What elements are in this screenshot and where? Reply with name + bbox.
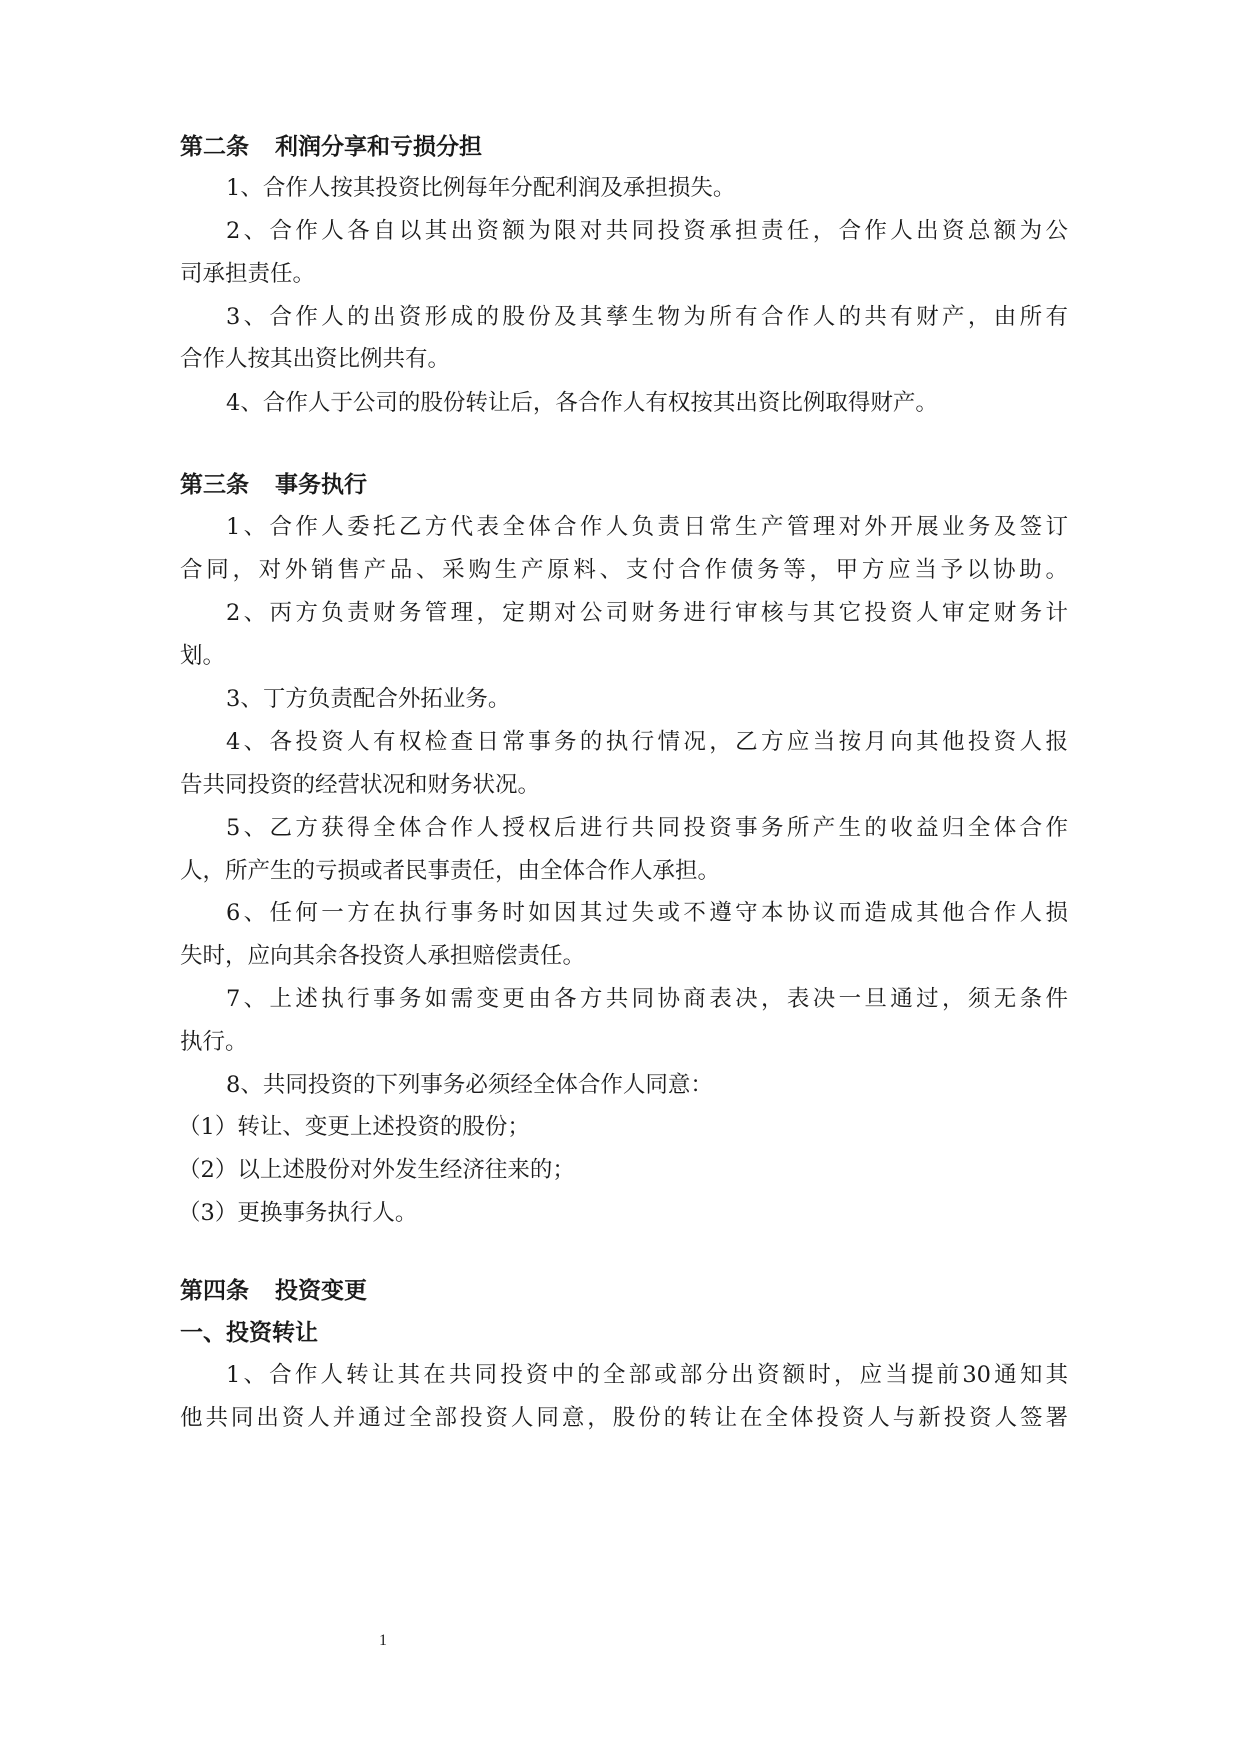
paragraph-line: 1、合作人按其投资比例每年分配利润及承担损失。 — [226, 175, 736, 201]
paragraph-line: 告共同投资的经营状况和财务状况。 — [180, 772, 541, 798]
article-4-title: 投资变更 — [275, 1278, 367, 1304]
article-3-title: 事务执行 — [275, 472, 367, 498]
article-3-heading — [180, 470, 367, 500]
paragraph-line: 执行。 — [180, 1029, 248, 1055]
paragraph-line: 3、合作人的出资形成的股份及其孳生物为所有合作人的共有财产，由所有 — [226, 304, 1068, 330]
paragraph-line: 5、乙方获得全体合作人授权后进行共同投资事务所产生的收益归全体合作 — [226, 815, 1068, 841]
paragraph-line: 2、合作人各自以其出资额为限对共同投资承担责任，合作人出资总额为公 — [226, 218, 1068, 244]
paragraph-line: 司承担责任。 — [180, 261, 316, 287]
article-3-number: 第三条 — [180, 472, 249, 498]
paragraph-line: 4、各投资人有权检查日常事务的执行情况，乙方应当按月向其他投资人报 — [226, 729, 1068, 755]
article-4-subheading: 一、投资转让 — [180, 1320, 318, 1346]
list-item: （1）转让、变更上述投资的股份； — [178, 1114, 530, 1140]
paragraph-line: 人，所产生的亏损或者民事责任，由全体合作人承担。 — [180, 858, 721, 884]
paragraph-line: 合作人按其出资比例共有。 — [180, 346, 451, 372]
paragraph-line: 合同，对外销售产品、采购生产原料、支付合作债务等，甲方应当予以协助。 — [180, 557, 1068, 583]
page-number: 1 — [379, 1632, 387, 1649]
paragraph-line: 4、合作人于公司的股份转让后，各合作人有权按其出资比例取得财产。 — [226, 390, 938, 416]
article-4-heading — [180, 1276, 367, 1306]
article-2-heading — [180, 132, 482, 162]
list-item: （3）更换事务执行人。 — [178, 1200, 418, 1226]
paragraph-line: 8、共同投资的下列事务必须经全体合作人同意： — [226, 1072, 713, 1098]
paragraph-line: 失时，应向其余各投资人承担赔偿责任。 — [180, 943, 586, 969]
article-4-number: 第四条 — [180, 1278, 249, 1304]
article-2-number: 第二条 — [180, 134, 249, 160]
paragraph-line: 1、合作人委托乙方代表全体合作人负责日常生产管理对外开展业务及签订 — [226, 514, 1068, 540]
paragraph-line: 6、任何一方在执行事务时如因其过失或不遵守本协议而造成其他合作人损 — [226, 900, 1068, 926]
paragraph-line: 2、丙方负责财务管理，定期对公司财务进行审核与其它投资人审定财务计 — [226, 600, 1068, 626]
paragraph-line: 他共同出资人并通过全部投资人同意，股份的转让在全体投资人与新投资人签署 — [180, 1405, 1068, 1431]
article-2-title: 利润分享和亏损分担 — [275, 134, 482, 160]
paragraph-line: 1、合作人转让其在共同投资中的全部或部分出资额时，应当提前30通知其 — [226, 1362, 1068, 1388]
paragraph-line: 7、上述执行事务如需变更由各方共同协商表决，表决一旦通过，须无条件 — [226, 986, 1068, 1012]
paragraph-line: 划。 — [180, 643, 226, 669]
list-item: （2）以上述股份对外发生经济往来的； — [178, 1157, 575, 1183]
paragraph-line: 3、丁方负责配合外拓业务。 — [226, 686, 511, 712]
